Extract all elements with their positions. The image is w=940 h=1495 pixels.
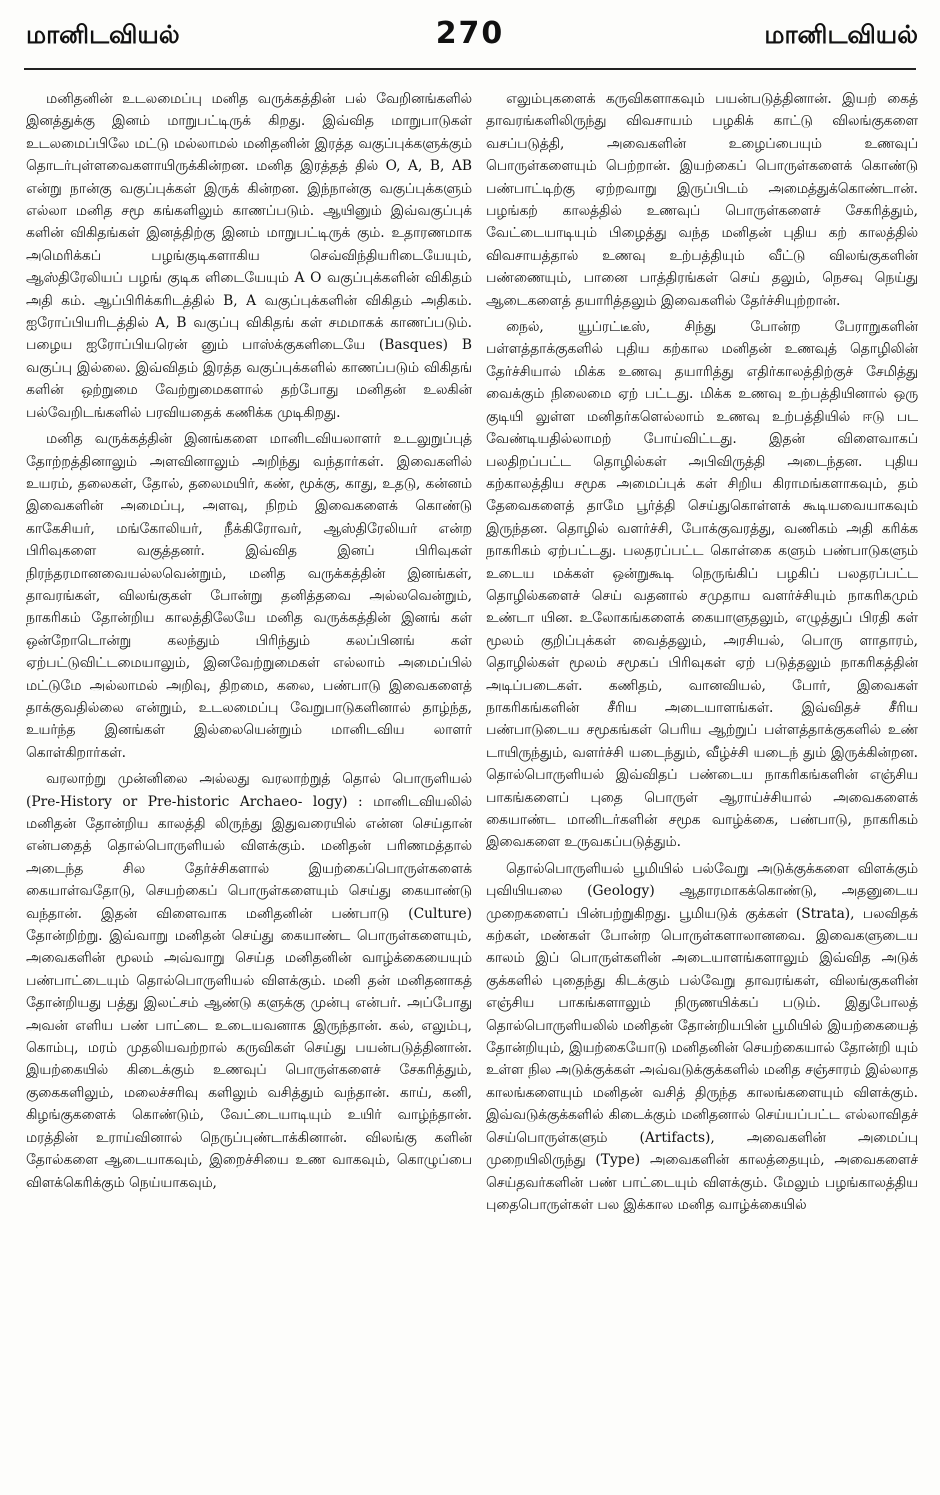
paragraph: நைல், யூப்ரட்டீஸ், சிந்து போன்ற பேராறுகளின் பள்ளத்தாக்குகளில் புதிய கற்கால மனிதன் உணவுத் தொழிலின் தேர்ச்சியால் மிக்க உணவு தயாரித்து எதிர்காலத்திற்குச் சேமித்து வைக்கும் நிலைமை ஏற் பட்டது. மிக்க உணவு உற்பத்தியினால் ஒரு குடியி லுள்ள மனிதர்களெல்லாம் உணவு உற்பத்தியில் ஈடு பட வேண்டியதில்லாமற் போய்விட்டது. இதன் விளைவாகப் பலதிறப்பட்ட தொழில்கள் அபிவிருத்தி அடைந்தன. புதிய கற்காலத்திய சமூக அமைப்புக் கள் சிறிய கிராமங்களாகவும், தம் தேவைகளைத் தாமே பூர்த்தி செய்துகொள்ளக் கூடியவையாகவும் இருந்தன. தொழில் வளர்ச்சி, போக்குவரத்து, வணிகம் அதி கரிக்க நாகரிகம் ஏற்பட்டது. பலதரப்பட்ட கொள்கை களும் பண்பாடுகளும் உடைய மக்கள் ஒன்றுகூடி நெருங்கிப் பழகிப் பலதரப்பட்ட தொழில்களைச் செய் வதனால் சமுதாய வளர்ச்சியும் நாகரிகமும் உண்டா யின. உலோகங்களைக் கையாளுதலும், எழுத்துப் பிரதி கள் மூலம் குறிப்புக்கள் வைத்தலும், அரசியல், பொரு ளாதாரம், தொழில்கள் மூலம் சமூகப் பிரிவுகள் ஏற் படுத்தலும் நாகரிகத்தின் அடிப்படைகள். கணிதம், வானவியல், போர், இவைகள் நாகரிகங்களின் சீரிய அடையாளங்கள். இவ்விதச் சீரிய பண்பாடுடைய சமூகங்கள் பெரிய ஆற்றுப் பள்ளத்தாக்குகளில் உண் டாயிருந்தும், வளர்ச்சி யடைந்தும், வீழ்ச்சி யடைந் தும் இருக்கின்றன. தொல்பொருளியல் இவ்விதப் பண்டைய நாகரிகங்களின் எஞ்சிய பாகங்களைப் புதை பொருள் ஆராய்ச்சியால் அவைகளைக் கையாண்ட மானிடர்களின் சமூக வாழ்க்கை, பண்பாடு, நாகரிகம் இவைகளை உருவகப்படுத்தும். xyxy=(486,319,918,851)
header-divider xyxy=(24,68,916,70)
paragraph: வரலாற்று முன்னிலை அல்லது வரலாற்றுத் தொல் பொருளியல் (Pre-History or Pre-historic Archaeo- logy) : மானிடவியலில் மனிதன் தோன்றிய காலத்தி லிருந்து இதுவரையில் என்ன செய்தான் என்பதைத் தொல்பொருளியல் விளக்கும். மனிதன் பரிணமத்தால் அடைந்த சில தேர்ச்சிகளால் இயற்கைப்பொருள்களைக் கையாள்வதோடு, செயற்கைப் பொருள்களையும் செய்து கையாண்டு வந்தான். இதன் விளைவாக மனிதனின் பண்பாடு (Culture) தோன்றிற்று. இவ்வாறு மனிதன் செய்து கையாண்ட பொருள்களையும், அவைகளின் மூலம் அவ்வாறு செய்த மனிதனின் வாழ்க்கையையும் பண்பாட்டையும் தொல்பொருளியல் விளக்கும். மனி தன் மனிதனாகத் தோன்றியது பத்து இலட்சம் ஆண்டு களுக்கு முன்பு என்பர். அப்போது அவன் எளிய பண் பாட்டை உடையவனாக இருந்தான். கல், எலும்பு, கொம்பு, மரம் முதலியவற்றால் கருவிகள் செய்து பயன்படுத்தினான். இயற்கையில் கிடைக்கும் உணவுப் பொருள்களைச் சேகரித்தும், குகைகளிலும், மலைச்சரிவு களிலும் வசித்தும் வந்தான். காய், கனி, கிழங்குகளைக் கொண்டும், வேட்டையாடியும் உயிர் வாழ்ந்தான். மரத்தின் உராய்வினால் நெருப்புண்டாக்கினான். விலங்கு களின் தோல்களை ஆடையாகவும், இறைச்சியை உண வாகவும், கொழுப்பை விளக்கெரிக்கும் நெய்யாகவும், xyxy=(26,771,472,1191)
paragraph: மனித வருக்கத்தின் இனங்களை மானிடவியலாளர் உடலுறுப்புத் தோற்றத்தினாலும் அளவினாலும் அறிந்து வந்தார்கள். இவைகளில் உயரம், தலைகள், தோல், தலைமயிர், கண், மூக்கு, காது, உதடு, கன்னம் இவைகளின் அமைப்பு, அளவு, நிறம் இவைகளைக் கொண்டு காகேசியர், மங்கோலியர், நீக்கிரோவர், ஆஸ்திரேலியர் என்ற பிரிவுகளை வகுத்தனர். இவ்வித இனப் பிரிவுகள் நிரந்தரமானவையல்லவென்றும், மனித வருக்கத்தின் இனங்கள், தாவரங்கள், விலங்குகள் போன்று தனித்தவை அல்லவென்றும், நாகரிகம் தோன்றிய காலத்திலேயே மனித வருக்கத்தின் இனங் கள் ஒன்றோடொன்று கலந்தும் பிரிந்தும் கலப்பினங் கள் ஏற்பட்டுவிட்டமையாலும், இனவேற்றுமைகள் எல்லாம் அமைப்பில் மட்டுமே அல்லாமல் அறிவு, திறமை, கலை, பண்பாடு இவைகளைத் தாக்குவதில்லை என்றும், உடலமைப்பு வேறுபாடுகளினால் தாழ்ந்த, உயர்ந்த இனங்கள் இல்லையென்றும் மானிடவிய லாளர் கொள்கிறார்கள். xyxy=(26,431,472,761)
paragraph: மனிதனின் உடலமைப்பு மனித வருக்கத்தின் பல் வேறினங்களில் இனத்துக்கு இனம் மாறுபட்டிருக் கிறது. இவ்வித மாறுபாடுகள் உடலமைப்பிலே மட்டு மல்லாமல் மனிதனின் இரத்த வகுப்புக்களுக்கும் தொடர்புள்ளவைகளாயிருக்கின்றன. மனித இரத்தத் தில் O, A, B, AB என்று நான்கு வகுப்புக்கள் இருக் கின்றன. இந்நான்கு வகுப்புக்களும் எல்லா மனித சமூ கங்களிலும் காணப்படும். ஆயினும் இவ்வகுப்புக் களின் விகிதங்கள் இனத்திற்கு இனம் மாறுபட்டிருக் கும். உதாரணமாக அமெரிக்கப் பழங்குடிகளாகிய செவ்விந்தியரிடையேயும், ஆஸ்திரேலியப் பழங் குடிக ளிடையேயும் A O வகுப்புக்களின் விகிதம் அதி கம். ஆப்பிரிக்கரிடத்தில் B, A வகுப்புக்களின் விகிதம் அதிகம். ஐரோப்பியரிடத்தில் A, B வகுப்பு விகிதங் கள் சமமாகக் காணப்படும். பழைய ஐரோப்பியரென் னும் பாஸ்க்குகளிடையே (Basques) B வகுப்பு இல்லை. இவ்விதம் இரத்த வகுப்புக்களில் காணப்படும் விகிதங் களின் ஒற்றுமை வேற்றுமைகளால் தற்போது மனிதன் உலகின் பல்வேறிடங்களில் பரவியதைக் கணிக்க முடிகிறது. xyxy=(26,91,472,421)
left-column xyxy=(26,88,472,1480)
running-header-left: மானிடவியல் xyxy=(26,20,180,49)
right-column xyxy=(486,88,918,1480)
page-number: 270 xyxy=(435,16,505,51)
paragraph: எலும்புகளைக் கருவிகளாகவும் பயன்படுத்தினான். இயற் கைத் தாவரங்களிலிருந்து விவசாயம் பழகிக் காட்டு விலங்குகளை வசப்படுத்தி, அவைகளின் உழைப்பையும் உணவுப் பொருள்களையும் பெற்றான். இயற்கைப் பொருள்களைக் கொண்டு பண்பாட்டிற்கு ஏற்றவாறு இருப்பிடம் அமைத்துக்கொண்டான். பழங்கற் காலத்தில் உணவுப் பொருள்களைச் சேகரித்தும், வேட்டையாடியும் பிழைத்து வந்த மனிதன் புதிய கற் காலத்தில் விவசாயத்தால் உணவு உற்பத்தியும் வீட்டு விலங்குகளின் பண்ணையும், பானை பாத்திரங்கள் செய் தலும், நெசவு நெய்து ஆடைகளைத் தயாரித்தலும் இவைகளில் தேர்ச்சியுற்றான். xyxy=(486,91,918,309)
running-header-right: மானிடவியல் xyxy=(764,20,918,49)
paragraph: தொல்பொருளியல் பூமியில் பல்வேறு அடுக்குக்களை விளக்கும் புவியியலை (Geology) ஆதாரமாகக்கொண்டு, அதனுடைய முறைகளைப் பின்பற்றுகிறது. பூமியடுக் குக்கள் (Strata), பலவிதக் கற்கள், மண்கள் போன்ற பொருள்களாலானவை. இவைகளுடைய காலம் இப் பொருள்களின் அடையாளங்களாலும் இவ்வித அடுக் குக்களில் புதைந்து கிடக்கும் பல்வேறு தாவரங்கள், விலங்குகளின் எஞ்சிய பாகங்களாலும் நிருணயிக்கப் படும். இதுபோலத் தொல்பொருளியலில் மனிதன் தோன்றியபின் பூமியில் இயற்கையைத் தோன்றியும், இயற்கையோடு மனிதனின் செயற்கையால் தோன்றி யும் உள்ள நில அடுக்குக்கள் அவ்வடுக்குக்களில் மனித சஞ்சாரம் இல்லாத காலங்களையும் மனிதன் வசித் திருந்த காலங்களையும் விளக்கும். இவ்வடுக்குக்களில் கிடைக்கும் மனிதனால் செய்யப்பட்ட எல்லாவிதச் செய்பொருள்களும் (Artifacts), அவைகளின் அமைப்பு முறையிலிருந்து (Type) அவைகளின் காலத்தையும், அவைகளைச் செய்தவர்களின் பண் பாட்டையும் விளக்கும். மேலும் பழங்காலத்திய புதைபொருள்கள் பல இக்கால மனித வாழ்க்கையில் xyxy=(486,860,918,1213)
